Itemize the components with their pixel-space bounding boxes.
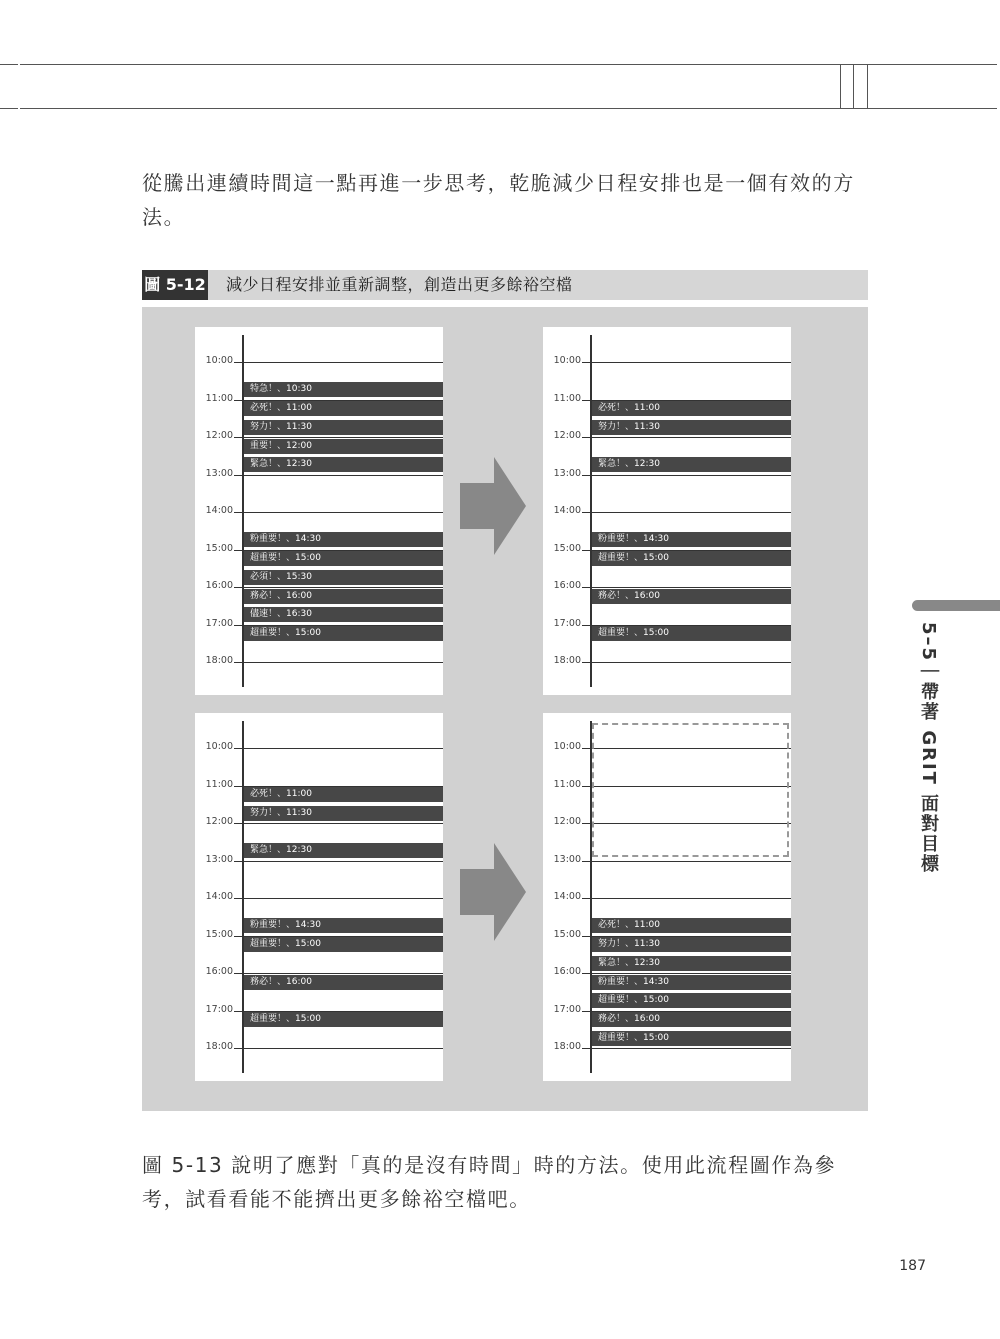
hour-line (242, 512, 443, 513)
schedule-card-top-right (543, 327, 791, 695)
time-label: 14:00 (553, 505, 581, 516)
right-arrow-icon (460, 843, 526, 941)
hour-line (590, 362, 791, 363)
time-label: 15:00 (553, 542, 581, 554)
time-label: 14:00 (553, 891, 581, 902)
time-label: 14:00 (205, 505, 233, 516)
time-label: 16:00 (205, 966, 233, 977)
task-bar: 必須！、15:30 (244, 570, 443, 585)
header-divider (840, 64, 841, 108)
hour-line (590, 437, 791, 438)
task-bar: 超重要！、15:00 (592, 1031, 791, 1046)
task-bar: 粉重要！、14:30 (244, 918, 443, 933)
time-label: 12:00 (553, 816, 581, 827)
task-bar: 必死！、11:00 (592, 918, 791, 933)
task-bar: 務必！、16:00 (592, 1012, 791, 1027)
hour-line (590, 662, 791, 663)
time-label: 16:00 (553, 580, 581, 591)
time-label: 11:00 (205, 778, 233, 790)
figure-panel (142, 307, 868, 1111)
time-label: 12:00 (205, 430, 233, 441)
time-label: 11:00 (553, 392, 581, 404)
chapter-side-label: 5–5｜帶著 GRIT 面對目標 (918, 622, 939, 875)
task-bar: 粉重要！、14:30 (244, 532, 443, 547)
time-label: 15:00 (553, 928, 581, 940)
figure-label: 圖 5-12 (142, 270, 208, 300)
time-label: 17:00 (205, 617, 233, 629)
time-label: 16:00 (205, 580, 233, 591)
time-label: 10:00 (553, 355, 581, 366)
time-label: 11:00 (553, 778, 581, 790)
time-label: 15:00 (205, 928, 233, 940)
time-label: 16:00 (553, 966, 581, 977)
task-bar: 努力！、11:30 (244, 806, 443, 821)
schedule-card-top-left (195, 327, 443, 695)
time-label: 18:00 (205, 1041, 233, 1052)
time-label: 13:00 (205, 853, 233, 865)
hour-line (590, 475, 791, 476)
time-label: 17:00 (553, 617, 581, 629)
task-bar: 超重要！、15:00 (592, 993, 791, 1008)
task-bar: 特急！、10:30 (244, 382, 443, 397)
task-bar: 努力！、11:30 (592, 937, 791, 952)
header-divider (853, 64, 854, 108)
task-bar: 緊急！、12:30 (592, 457, 791, 472)
hour-line (590, 861, 791, 862)
outro-paragraph: 圖 5-13 說明了應對「真的是沒有時間」時的方法。使用此流程圖作為參考，試看看能不能擠出更多餘裕空檔吧。 (142, 1153, 837, 1211)
time-label: 12:00 (553, 430, 581, 441)
task-bar: 努力！、11:30 (244, 420, 443, 435)
hour-line (242, 1048, 443, 1049)
task-bar: 超重要！、15:00 (244, 626, 443, 641)
task-bar: 儘速！、16:30 (244, 607, 443, 622)
task-bar: 超重要！、15:00 (592, 626, 791, 641)
time-label: 15:00 (205, 542, 233, 554)
hour-line (242, 898, 443, 899)
schedule-card-bottom-right (543, 713, 791, 1081)
task-bar: 必死！、11:00 (244, 787, 443, 802)
task-bar: 務必！、16:00 (244, 975, 443, 990)
header-rule-top (20, 64, 997, 65)
hour-line (242, 748, 443, 749)
time-label: 13:00 (553, 853, 581, 865)
time-label: 17:00 (205, 1003, 233, 1015)
figure-title-bar (142, 270, 868, 300)
task-bar: 必死！、11:00 (592, 401, 791, 416)
task-bar: 務必！、16:00 (244, 589, 443, 604)
hour-line (242, 475, 443, 476)
time-label: 10:00 (553, 741, 581, 752)
time-label: 14:00 (205, 891, 233, 902)
task-bar: 超重要！、15:00 (244, 551, 443, 566)
time-label: 13:00 (205, 467, 233, 479)
hour-line (590, 898, 791, 899)
task-bar: 努力！、11:30 (592, 420, 791, 435)
page-number: 187 (899, 1258, 926, 1274)
time-label: 18:00 (205, 655, 233, 666)
time-label: 18:00 (553, 655, 581, 666)
hour-line (242, 362, 443, 363)
task-bar: 粉重要！、14:30 (592, 532, 791, 547)
right-arrow-icon (460, 457, 526, 555)
schedule-card-bottom-left (195, 713, 443, 1081)
task-bar: 超重要！、15:00 (244, 937, 443, 952)
header-rule-bottom (0, 108, 18, 109)
free-time-block (592, 723, 789, 857)
task-bar: 超重要！、15:00 (244, 1012, 443, 1027)
header-rule-bottom (20, 108, 997, 109)
header-rule-top (0, 64, 18, 65)
task-bar: 超重要！、15:00 (592, 551, 791, 566)
time-label: 10:00 (205, 355, 233, 366)
task-bar: 粉重要！、14:30 (592, 975, 791, 990)
time-label: 10:00 (205, 741, 233, 752)
time-label: 12:00 (205, 816, 233, 827)
time-label: 13:00 (553, 467, 581, 479)
time-label: 11:00 (205, 392, 233, 404)
chapter-side-tab (912, 600, 1000, 611)
task-bar: 緊急！、12:30 (244, 843, 443, 858)
task-bar: 必死！、11:00 (244, 401, 443, 416)
task-bar: 緊急！、12:30 (244, 457, 443, 472)
intro-paragraph: 從騰出連續時間這一點再進一步思考，乾脆減少日程安排也是一個有效的方法。 (142, 171, 855, 229)
task-bar: 重要！、12:00 (244, 439, 443, 454)
hour-line (590, 1048, 791, 1049)
hour-line (242, 662, 443, 663)
hour-line (242, 861, 443, 862)
hour-line (590, 512, 791, 513)
time-label: 17:00 (553, 1003, 581, 1015)
task-bar: 務必！、16:00 (592, 589, 791, 604)
header-divider (867, 64, 868, 108)
time-label: 18:00 (553, 1041, 581, 1052)
hour-line (242, 823, 443, 824)
figure-caption: 減少日程安排並重新調整，創造出更多餘裕空檔 (226, 275, 573, 294)
task-bar: 緊急！、12:30 (592, 956, 791, 971)
